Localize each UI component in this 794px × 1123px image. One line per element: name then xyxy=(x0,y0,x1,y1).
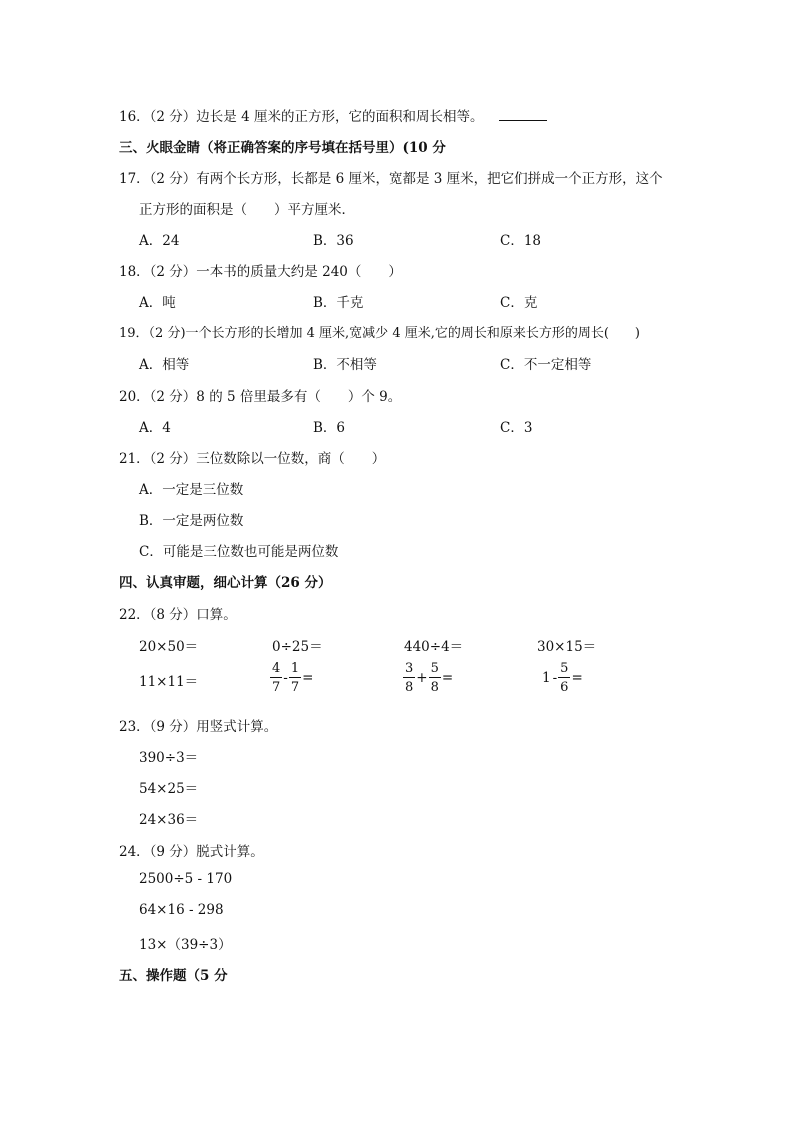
q19-option-a: A．相等 xyxy=(139,357,190,373)
fraction-expression-3 xyxy=(541,662,584,694)
question-24: 24．（9 分）脱式计算。 xyxy=(119,844,264,860)
equals-sign: = xyxy=(302,670,314,686)
question-19: 19．（2 分)一个长方形的长增加 4 厘米,宽减少 4 厘米,它的周长和原来长方形的周长( ) xyxy=(119,326,640,341)
calc-item: 64×16 - 298 xyxy=(139,902,224,918)
numerator: 5 xyxy=(560,661,569,676)
numerator: 5 xyxy=(430,661,439,676)
calc-item: 2500÷5 - 170 xyxy=(139,871,233,887)
q18-option-a: A．吨 xyxy=(139,295,176,311)
q17-option-b: B．36 xyxy=(313,233,354,249)
fraction xyxy=(289,662,301,694)
denominator: 6 xyxy=(560,680,569,695)
numerator: 1 xyxy=(290,661,300,676)
section-3-title: 三、火眼金睛（将正确答案的序号填在括号里）(10 分 xyxy=(119,140,446,156)
equals-sign: = xyxy=(441,670,454,686)
q21-option-a: A．一定是三位数 xyxy=(139,482,244,498)
operator: + xyxy=(416,670,428,686)
q17-option-a: A．24 xyxy=(139,233,180,249)
fraction xyxy=(429,662,441,694)
operator: - xyxy=(283,670,288,686)
section-5-title: 五、操作题（5 分 xyxy=(119,968,228,984)
q19-option-c: C．不一定相等 xyxy=(500,357,592,373)
fraction xyxy=(403,662,415,694)
question-17-line2: 正方形的面积是（ ）平方厘米． xyxy=(139,202,355,218)
calc-item: 390÷3＝ xyxy=(139,750,199,766)
operator: - xyxy=(552,670,558,686)
whole-number: 1 xyxy=(542,670,551,686)
numerator: 3 xyxy=(405,661,414,676)
question-16 xyxy=(119,105,547,125)
q21-option-b: B．一定是两位数 xyxy=(139,513,244,529)
q20-option-b: B．6 xyxy=(313,420,346,436)
q21-option-c: C．可能是三位数也可能是两位数 xyxy=(139,544,339,560)
denominator: 7 xyxy=(272,680,281,695)
q19-option-b: B．不相等 xyxy=(313,357,377,373)
answer-blank xyxy=(499,110,547,121)
calc-item: 54×25＝ xyxy=(139,781,199,797)
calc-item: 13×（39÷3） xyxy=(139,937,232,953)
q20-option-a: A．4 xyxy=(139,420,171,436)
numerator: 4 xyxy=(272,661,281,676)
denominator: 8 xyxy=(405,680,414,695)
question-17-line1: 17．（2 分）有两个长方形，长都是 6 厘米，宽都是 3 厘米，把它们拼成一个正方形，这个 xyxy=(119,171,663,187)
q20-option-c: C．3 xyxy=(500,420,533,436)
question-18: 18．（2 分）一本书的质量大约是 240（ ） xyxy=(119,264,402,280)
fraction xyxy=(558,662,570,694)
question-16-text: 16．（2 分）边长是 4 厘米的正方形，它的面积和周长相等。 xyxy=(119,109,484,125)
question-21: 21．（2 分）三位数除以一位数，商（ ） xyxy=(119,451,386,467)
calc-item: 0÷25＝ xyxy=(272,639,323,655)
calc-item: 20×50＝ xyxy=(139,639,199,655)
calc-item: 24×36＝ xyxy=(139,812,199,828)
fraction-expression-1 xyxy=(270,662,314,694)
fraction-expression-2 xyxy=(403,662,454,694)
question-22: 22．（8 分）口算。 xyxy=(119,607,237,623)
denominator: 8 xyxy=(430,680,439,695)
q17-option-c: C．18 xyxy=(500,233,542,249)
q18-option-b: B．千克 xyxy=(313,295,364,311)
question-23: 23．（9 分）用竖式计算。 xyxy=(119,719,278,735)
calc-item: 11×11＝ xyxy=(139,674,199,690)
q18-option-c: C．克 xyxy=(500,295,538,311)
equals-sign: = xyxy=(571,670,583,686)
section-4-title: 四、认真审题，细心计算（26 分） xyxy=(119,575,332,591)
calc-item: 30×15＝ xyxy=(537,639,597,655)
calc-item: 440÷4＝ xyxy=(404,639,464,655)
fraction xyxy=(270,662,282,694)
question-20: 20．（2 分）8 的 5 倍里最多有（ ）个 9。 xyxy=(119,389,402,405)
denominator: 7 xyxy=(290,680,300,695)
